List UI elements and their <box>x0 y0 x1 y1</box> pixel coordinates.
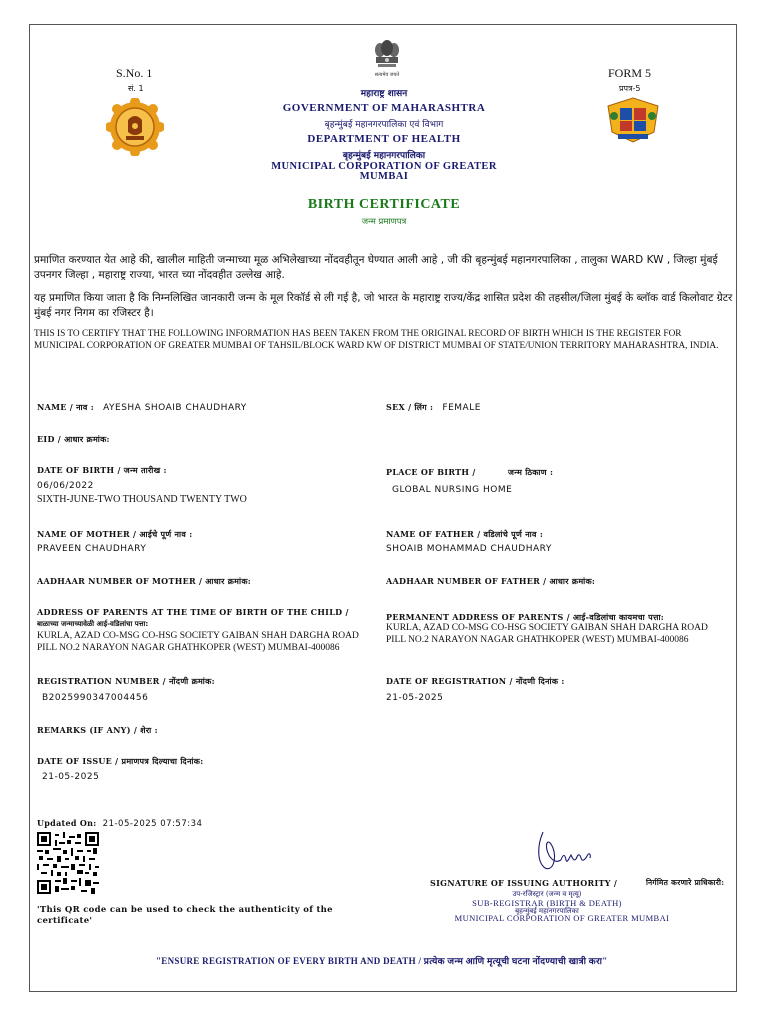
intro-english: THIS IS TO CERTIFY THAT THE FOLLOWING INFORMATION HAS BEEN TAKEN FROM THE ORIGINAL RECORD OF BIRTH WHICH IS THE REGISTER FOR MUNICIPAL CORPORATION OF GREATER MUMBAI OF TAHSIL/BLOCK WARD KW OF DISTRICT MUMBAI OF STATE/UNION TERRITORY MAHARASHTRA, INDIA. <box>34 329 719 351</box>
mother-label: NAME OF MOTHER / आईचे पूर्ण नाव : <box>37 529 193 539</box>
eid-label: EID / आधार क्रमांक: <box>37 434 110 444</box>
sig-line-2: SUB-REGISTRAR (BIRTH & DEATH) <box>472 898 622 908</box>
form-number-hindi: प्रपत्र-5 <box>619 84 641 93</box>
addr-birth-label: ADDRESS OF PARENTS AT THE TIME OF BIRTH OF THE CHILD / <box>37 607 349 617</box>
government-label-hindi: महाराष्ट्र शासन <box>360 89 408 99</box>
certificate-title: BIRTH CERTIFICATE <box>307 197 461 212</box>
addr-birth-label-hindi: बाळाच्या जन्माच्यावेळी आई-वडिलांचा पत्ता: <box>37 620 149 628</box>
intro-hindi: यह प्रमाणित किया जाता है कि निम्नलिखित जानकारी जन्म के मूल रिकॉर्ड से ली गई है, जो भारत के महाराष्ट्र राज्य/केंद्र शासित प्रदेश की तहसील/जिला मुंबई के ब्लॉक वार्ड किलोवाट ग्रेटर मुंबई नगर निगम का रजिस्टर है। <box>34 292 733 319</box>
mcgm-crest-icon <box>604 94 662 144</box>
sig-label: SIGNATURE OF ISSUING AUTHORITY / <box>430 878 618 888</box>
aadhaar-mother-label: AADHAAR NUMBER OF MOTHER / आधार क्रमांक: <box>37 576 252 586</box>
department-label-hindi: बृहन्मुंबई महानगरपालिका एवं विभाग <box>324 120 444 130</box>
dob-value: 06/06/2022 <box>37 481 94 491</box>
mother-value: PRAVEEN CHAUDHARY <box>37 544 147 554</box>
father-label: NAME OF FATHER / वडिलांचे पूर्ण नाव : <box>386 529 544 539</box>
sig-label-hindi: निर्गमित करणारे प्राधिकारी: <box>646 878 725 887</box>
addr-perm-value: KURLA, AZAD CO-MSG CO-HSG SOCIETY GAIBAN SHAH DARGHA ROAD PILL NO.2 NARAYON NAGAR GHATHKOPER (WEST) MUMBAI-400086 <box>386 623 708 645</box>
issue-date-value: 21-05-2025 <box>42 772 100 782</box>
slogan: "ENSURE REGISTRATION OF EVERY BIRTH AND DEATH / प्रत्येक जन्म आणि मृत्यूची घटना नोंदण्याची खात्री करा" <box>156 956 608 966</box>
updated-value: 21-05-2025 07:57:34 <box>102 819 203 829</box>
pob-label: PLACE OF BIRTH / <box>386 467 476 477</box>
ashoka-emblem-icon <box>370 38 404 82</box>
sex-value: FEMALE <box>442 403 481 413</box>
qr-code-icon[interactable] <box>37 832 99 894</box>
corporation-label: MUNICIPAL CORPORATION OF GREATER MUMBAI <box>271 161 497 182</box>
name-value: AYESHA SHOAIB CHAUDHARY <box>103 403 247 413</box>
signature-icon <box>535 828 595 872</box>
intro-marathi: प्रमाणित करण्यात येत आहे की, खालील माहिती जन्माच्या मूळ अभिलेखाच्या नोंदवहीतून घेण्यात आली आहे , जी की बृहन्मुंबई महानगरपालिका , तालुका WARD KW , जिल्हा मुंबई उपनगर जिल्हा , महाराष्ट्र राज्या, भारत च्या नोंदवहीत उल्लेख आहे. <box>34 254 718 281</box>
issue-date-label: DATE OF ISSUE / प्रमाणपत्र दिल्याचा दिनांक: <box>37 756 204 766</box>
svg-text:सत्यमेव जयते: सत्यमेव जयते <box>374 72 400 78</box>
reg-no-value: B2025990347004456 <box>42 693 149 703</box>
department-label: DEPARTMENT OF HEALTH <box>307 133 461 145</box>
sex-label: SEX / लिंग : <box>386 402 434 412</box>
sig-line-4: MUNICIPAL CORPORATION OF GREATER MUMBAI <box>454 913 670 923</box>
father-value: SHOAIB MOHAMMAD CHAUDHARY <box>386 544 552 554</box>
addr-birth-value: KURLA, AZAD CO-MSG CO-HSG SOCIETY GAIBAN SHAH DARGHA ROAD PILL NO.2 NARAYON NAGAR GHATHKOPER (WEST) MUMBAI-400086 <box>37 631 359 653</box>
serial-number-hindi: सं. 1 <box>128 84 144 93</box>
reg-date-value: 21-05-2025 <box>386 693 444 703</box>
dob-label: DATE OF BIRTH / जन्म तारीख : <box>37 465 167 475</box>
corporation-label-hindi: बृहन्मुंबई महानगरपालिका <box>342 151 426 161</box>
pob-value: GLOBAL NURSING HOME <box>392 485 513 495</box>
pob-label-hindi: जन्म ठिकाण : <box>508 467 554 477</box>
addr-perm-label: PERMANENT ADDRESS OF PARENTS / आई-वडिलांचा कायमचा पत्ता: <box>386 612 665 622</box>
reg-date-label: DATE OF REGISTRATION / नोंदणी दिनांक : <box>386 676 565 686</box>
reg-no-label: REGISTRATION NUMBER / नोंदणी क्रमांक: <box>37 676 215 686</box>
dob-words: SIXTH-JUNE-TWO THOUSAND TWENTY TWO <box>37 494 247 505</box>
aadhaar-father-label: AADHAAR NUMBER OF FATHER / आधार क्रमांक: <box>386 576 596 586</box>
serial-number: S.No. 1 <box>116 66 153 80</box>
qr-note: 'This QR code can be used to check the authenticity of the certificate' <box>37 905 333 926</box>
sex-field <box>386 402 481 413</box>
updated-on <box>37 818 202 829</box>
sig-line-1: उप-रजिस्ट्रार (जन्म व मृत्यू) <box>512 890 582 898</box>
government-label: GOVERNMENT OF MAHARASHTRA <box>282 102 486 114</box>
form-number: FORM 5 <box>608 66 652 80</box>
remarks-label: REMARKS (IF ANY) / शेरा : <box>37 725 158 735</box>
certificate-title-hindi: जन्म प्रमाणपत्र <box>361 217 407 227</box>
maharashtra-seal-icon <box>106 98 164 156</box>
name-field <box>37 402 247 413</box>
name-label: NAME / नाव : <box>37 402 94 412</box>
updated-label: Updated On: <box>37 818 97 828</box>
sig-line-3: बृहन्मुंबई महानगरपालिका <box>515 907 579 915</box>
